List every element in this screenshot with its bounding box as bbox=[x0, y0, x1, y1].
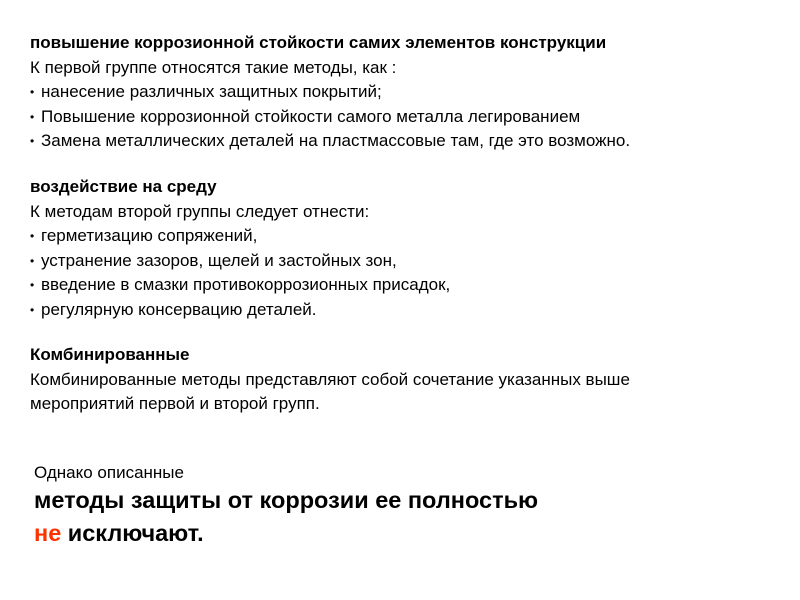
section-combined bbox=[30, 343, 770, 417]
list-item-text: регулярную консервацию деталей. bbox=[41, 299, 317, 319]
list-item-text: Замена металлических деталей на пластмассовые там, где это возможно. bbox=[41, 131, 631, 150]
list-item bbox=[30, 224, 770, 249]
list-item bbox=[30, 273, 770, 298]
section-text-line: мероприятий первой и второй групп. bbox=[30, 394, 320, 413]
list-item bbox=[30, 129, 770, 154]
bullet-icon: • bbox=[30, 229, 35, 243]
section-intro: К методам второй группы следует отнести: bbox=[30, 201, 370, 221]
list-item-text: герметизацию сопряжений, bbox=[41, 226, 258, 245]
conclusion-intro: Однако описанные bbox=[34, 463, 184, 482]
bullet-icon: • bbox=[30, 302, 35, 317]
negation-accent: не bbox=[34, 520, 62, 546]
section-intro: К первой группе относятся такие методы, как : bbox=[30, 57, 397, 77]
bullet-icon: • bbox=[30, 278, 35, 292]
conclusion-statement-line2 bbox=[34, 517, 774, 550]
list-item bbox=[30, 249, 770, 274]
list-item-text: нанесение различных защитных покрытий; bbox=[41, 82, 382, 101]
bullet-icon: • bbox=[30, 253, 35, 268]
list-item-text: Повышение коррозионной стойкости самого металла легированием bbox=[41, 106, 581, 126]
section-heading: Комбинированные bbox=[30, 345, 190, 364]
conclusion-statement-rest: исключают. bbox=[61, 520, 204, 546]
section-heading: повышение коррозионной стойкости самих элементов конструкции bbox=[30, 33, 607, 52]
list-item-text: устранение зазоров, щелей и застойных зон, bbox=[41, 250, 397, 270]
section-environment bbox=[30, 175, 770, 322]
conclusion-statement-line1: методы защиты от коррозии ее полностью bbox=[34, 487, 539, 513]
bullet-icon: • bbox=[30, 85, 35, 99]
section-heading: воздействие на среду bbox=[30, 177, 217, 196]
list-item bbox=[30, 105, 770, 130]
list-item-text: введение в смазки противокоррозионных присадок, bbox=[41, 275, 451, 294]
bullet-icon: • bbox=[30, 134, 35, 148]
bullet-icon: • bbox=[30, 109, 35, 124]
section-surface-protection bbox=[30, 31, 770, 154]
section-text-line: Комбинированные методы представляют собой сочетание указанных выше bbox=[30, 369, 630, 389]
conclusion bbox=[34, 462, 774, 550]
list-item bbox=[30, 298, 770, 323]
list-item bbox=[30, 80, 770, 105]
